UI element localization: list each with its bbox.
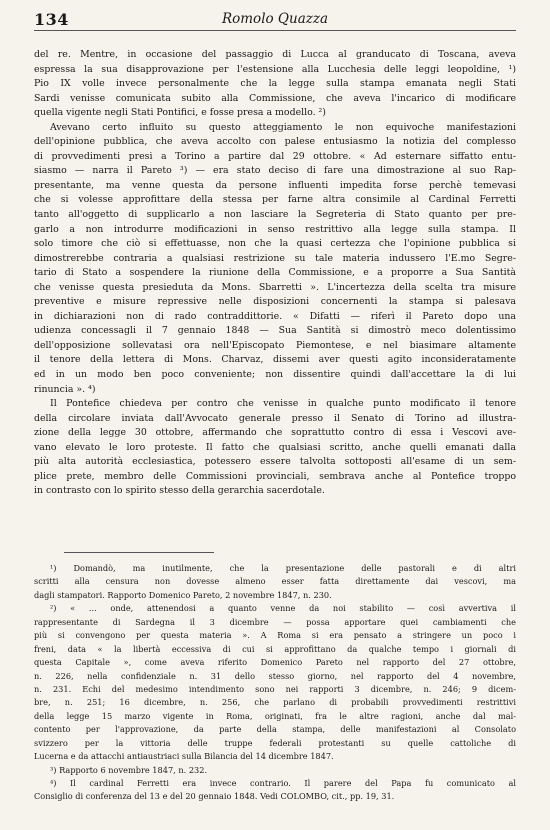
text-line: Pio IX volle invece personalmente che la legge sulla stampa emanata negli Stati bbox=[34, 78, 516, 90]
text-line: dimostrerebbe contraria a qualsiasi restrizione su tale materia indussero l'E.mo Segre- bbox=[34, 252, 516, 264]
running-head: Romolo Quazza bbox=[221, 11, 329, 27]
text-line: il tenore della lettera di Mons. Charvaz, dissemi aver questi agito inconsideratamente bbox=[34, 354, 516, 366]
footnote-line: ³) Rapporto 6 novembre 1847, n. 232. bbox=[50, 764, 208, 775]
text-line: garlo a non introdurre modificazioni in senso restrittivo alla legge sulla stampa. Il bbox=[34, 223, 516, 235]
page-header bbox=[34, 8, 516, 31]
footnote-line: rappresentante di Sardegna il 3 dicembre — possa apportare quei cambiamenti che bbox=[34, 616, 516, 627]
text-line: quella vigente negli Stati Pontifici, e fosse presa a modello. ²) bbox=[34, 107, 326, 119]
text-line: tario di Stato a sospendere la riunione della Commissione, e a proporre a Sua Santità bbox=[34, 267, 516, 279]
page-number: 134 bbox=[34, 10, 69, 29]
footnote-line: ¹) Domandò, ma inutilmente, che la presentazione delle pastorali e di altri bbox=[50, 563, 516, 573]
text-line: solo timore che ciò si effettuasse, non che la quasi certezza che l'opinione pubblica si bbox=[34, 238, 516, 250]
footnote-line: n. 231. Echi del medesimo intendimento sono nei rapporti 3 dicembre, n. 246; 9 dicem- bbox=[34, 683, 516, 694]
text-line: vano elevato le loro proteste. Il fatto che qualsiasi scritto, anche quelli emanati dalla bbox=[34, 441, 516, 453]
text-line: di provvedimenti presi a Torino a partire dal 29 ottobre. « Ad esternare siffatto entu- bbox=[34, 150, 516, 162]
text-line: ed in un modo ben poco conveniente; non dissentire quindi dall'accettare la di lui bbox=[34, 369, 516, 381]
main-text bbox=[34, 48, 516, 499]
text-line: Sardi venisse comunicata subito alla Commissione, che aveva l'incarico di modificare bbox=[34, 92, 516, 104]
footnote-line: Consiglio di conferenza del 13 e del 20 gennaio 1848. Vedi COLOMBO, cit., pp. 19, 31. bbox=[34, 791, 395, 802]
text-line: udienza concessagli il 7 gennaio 1848 — Sua Santità si dimostrò meco dolentissimo bbox=[34, 325, 516, 337]
footnote-line: svizzero per la vittoria delle truppe federali protestanti su quelle cattoliche di bbox=[34, 737, 516, 748]
text-line: in contrasto con lo spirito stesso della gerarchia sacerdotale. bbox=[34, 485, 325, 497]
footnote-line: contento per l'approvazione, da parte della stampa, delle manifestazioni al Consolato bbox=[34, 724, 516, 735]
footnote-divider bbox=[64, 552, 214, 553]
text-line: espressa la sua disapprovazione per l'estensione alla Lucchesia delle leggi leopoldine, ¹) bbox=[34, 63, 516, 75]
text-line: dell'opposizione sollevatasi ora nell'Episcopato Piemontese, e nel biasimare altamente bbox=[34, 339, 516, 351]
text-line: che si volesse approfittare della stessa per farne altra consimile al Cardinal Ferretti bbox=[34, 194, 516, 206]
text-line: più alta autorità ecclesiastica, potessero essere talvolta sottoposti all'esame di un sem- bbox=[34, 456, 516, 468]
text-line: siasmo — narra il Pareto ³) — era stato deciso di fare una dimostrazione al suo Rap- bbox=[34, 165, 516, 177]
text-line: plice prete, membro delle Commissioni provinciali, sembrava anche al Pontefice troppo bbox=[34, 470, 516, 482]
footnote-line: bre, n. 251; 16 dicembre, n. 256, che parlano di probabili provvedimenti restrittivi bbox=[34, 697, 516, 708]
text-line: tanto all'oggetto di supplicarlo a non lasciare la Segreteria di Stato quanto per pre- bbox=[34, 209, 516, 221]
text-line: che venisse questa presieduta da Mons. Sbarretti ». L'incertezza della scelta tra misure bbox=[34, 281, 516, 293]
text-line: dell'opinione pubblica, che aveva accolto con palese entusiasmo la notizia del complesso bbox=[34, 136, 516, 148]
footnotes bbox=[34, 562, 516, 804]
footnote-line: ²) « ... onde, attenendosi a quanto venne da noi stabilito — così avvertiva il bbox=[50, 603, 516, 614]
footnote-line: questa Capitale », come aveva riferito Domenico Pareto nel rapporto del 27 ottobre, bbox=[34, 657, 516, 668]
text-line: preventive e misure repressive nelle disposizioni concernenti la stampa si palesava bbox=[34, 296, 516, 308]
footnote-line: ⁴) Il cardinal Ferretti era invece contrario. Il parere del Papa fu comunicato al bbox=[50, 778, 516, 788]
text-line: Avevano certo influito su questo atteggiamento le non equivoche manifestazioni bbox=[50, 121, 516, 133]
text-line: della circolare inviata dall'Avvocato generale presso il Senato di Torino ad illustra- bbox=[34, 412, 516, 424]
text-line: del re. Mentre, in occasione del passaggio di Lucca al granducato di Toscana, aveva bbox=[34, 49, 516, 60]
footnote-line: scritti alla censura non dovesse almeno esser fatta direttamente dai vescovi, ma bbox=[34, 576, 516, 587]
text-line: rinuncia ». ⁴) bbox=[34, 383, 96, 395]
footnote-line: dagli stampatori. Rapporto Domenico Pareto, 2 novembre 1847, n. 230. bbox=[34, 589, 332, 600]
footnote-line: della legge 15 marzo vigente in Roma, originati, fra le altre ragioni, anche dal mal- bbox=[34, 710, 516, 721]
footnote-line: n. 226, nella confidenziale n. 31 dello stesso giorno, nel rapporto del 4 novembre, bbox=[34, 670, 516, 681]
text-line: in dichiarazioni non di rado contraddittorie. « Difatti — riferì il Pareto dopo una bbox=[34, 310, 516, 322]
text-line: zione della legge 30 ottobre, affermando che soprattutto contro di essa i Vescovi ave- bbox=[34, 427, 516, 439]
footnote-line: più si convengono per questa materia ». A Roma si era pensato a stringere un poco i bbox=[34, 630, 516, 641]
footnote-line: Lucerna e da attacchi antiaustriaci sulla Bilancia del 14 dicembre 1847. bbox=[34, 751, 334, 762]
text-line: presentante, ma venne questa da persone influenti impedita forse perchè temevasi bbox=[34, 179, 516, 191]
text-line: Il Pontefice chiedeva per contro che venisse in qualche punto modificato il tenore bbox=[50, 398, 516, 410]
footnote-line: freni, data « la libertà eccessiva di cui si approfittano da qualche tempo i giornali di bbox=[34, 643, 516, 654]
